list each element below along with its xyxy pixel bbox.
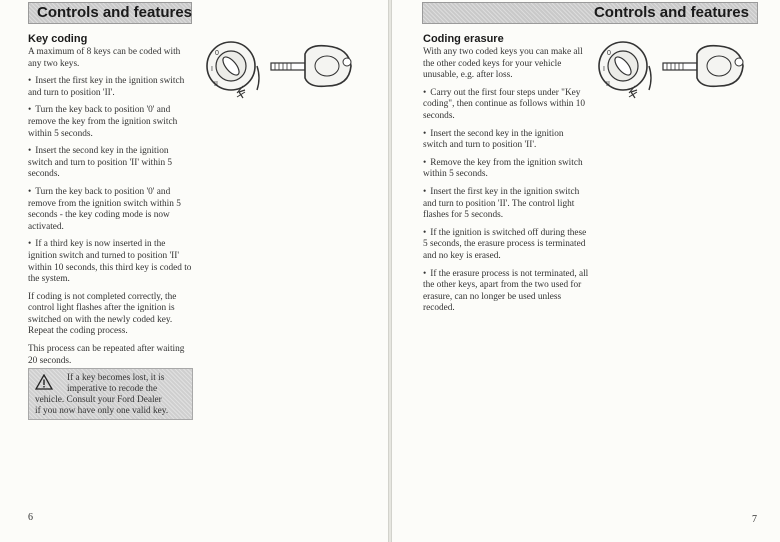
ignition-mark-2: II bbox=[214, 81, 218, 88]
ignition-key-icon bbox=[205, 40, 365, 102]
erasure-step-3: • Remove the key from the ignition switch within 5 seconds. bbox=[423, 158, 589, 181]
key-coding-step-2: • Turn the key back to position '0' and remove the key from the ignition switch within 5 seconds. bbox=[28, 105, 194, 140]
ignition-mark-2-right: II bbox=[606, 81, 610, 88]
right-page bbox=[392, 0, 780, 542]
erasure-step-2: • Insert the second key in the ignition switch and turn to position 'II'. bbox=[423, 129, 589, 152]
warning-line-2: imperative to recode the bbox=[67, 384, 158, 394]
coding-erasure-body bbox=[423, 47, 589, 321]
erasure-step-6: • If the erasure process is not terminated, all the other keys, apart from the two used for erasure, can no longer be used unless recoded. bbox=[423, 269, 589, 315]
ignition-mark-1: I bbox=[211, 66, 213, 73]
key-coding-intro: A maximum of 8 keys can be coded with any two keys. bbox=[28, 47, 181, 69]
key-coding-step-4: • Turn the key back to position '0' and remove from the ignition switch within 5 seconds - the key coding mode is now activated. bbox=[28, 187, 194, 233]
key-coding-step-3: • Insert the second key in the ignition switch and turn to position 'II' within 5 seconds. bbox=[28, 146, 194, 181]
key-coding-note-2: This process can be repeated after waiting 20 seconds. bbox=[28, 344, 185, 366]
coding-erasure-title: Coding erasure bbox=[423, 33, 504, 45]
erasure-step-1: • Carry out the first four steps under "Key coding", then continue as follows within 10 seconds. bbox=[423, 88, 589, 123]
key-coding-note-1: If coding is not completed correctly, the control light flashes after the ignition is switched on with the newly coded key. Repeat the coding process. bbox=[28, 291, 177, 337]
left-header-bar bbox=[28, 2, 192, 24]
warning-line-4: if you now have only one valid key. bbox=[35, 406, 169, 416]
lost-key-warning bbox=[28, 368, 193, 420]
warning-icon bbox=[35, 374, 53, 390]
key-coding-step-5: • If a third key is now inserted in the ignition switch and turned to position 'II' within 10 seconds, this third key is coded to the system. bbox=[28, 239, 194, 285]
ignition-key-icon-right bbox=[597, 40, 757, 102]
warning-line-3: vehicle. Consult your Ford Dealer bbox=[35, 395, 162, 405]
ignition-mark-0-right: 0 bbox=[607, 50, 611, 57]
key-coding-body bbox=[28, 47, 194, 373]
key-coding-title: Key coding bbox=[28, 33, 88, 45]
key-coding-step-1: • Insert the first key in the ignition switch and turn to position 'II'. bbox=[28, 76, 194, 99]
warning-line-1: If a key becomes lost, it is bbox=[67, 373, 165, 383]
ignition-mark-1-right: I bbox=[603, 66, 605, 73]
right-header-title: Controls and features bbox=[593, 4, 749, 21]
right-page-number: 7 bbox=[752, 514, 757, 525]
left-page-number: 6 bbox=[28, 512, 33, 523]
left-page bbox=[0, 0, 388, 542]
left-header-title: Controls and features bbox=[37, 4, 193, 21]
erasure-step-5: • If the ignition is switched off during these 5 seconds, the erasure process is terminated and no key is erased. bbox=[423, 228, 589, 263]
erasure-intro: With any two coded keys you can make all the other coded keys for your vehicle unusable, e.g. after loss. bbox=[423, 47, 583, 81]
ignition-mark-0: 0 bbox=[215, 50, 219, 57]
right-header-bar bbox=[422, 2, 758, 24]
erasure-step-4: • Insert the first key in the ignition switch and turn to position 'II'. The control light flashes for 5 seconds. bbox=[423, 187, 589, 222]
